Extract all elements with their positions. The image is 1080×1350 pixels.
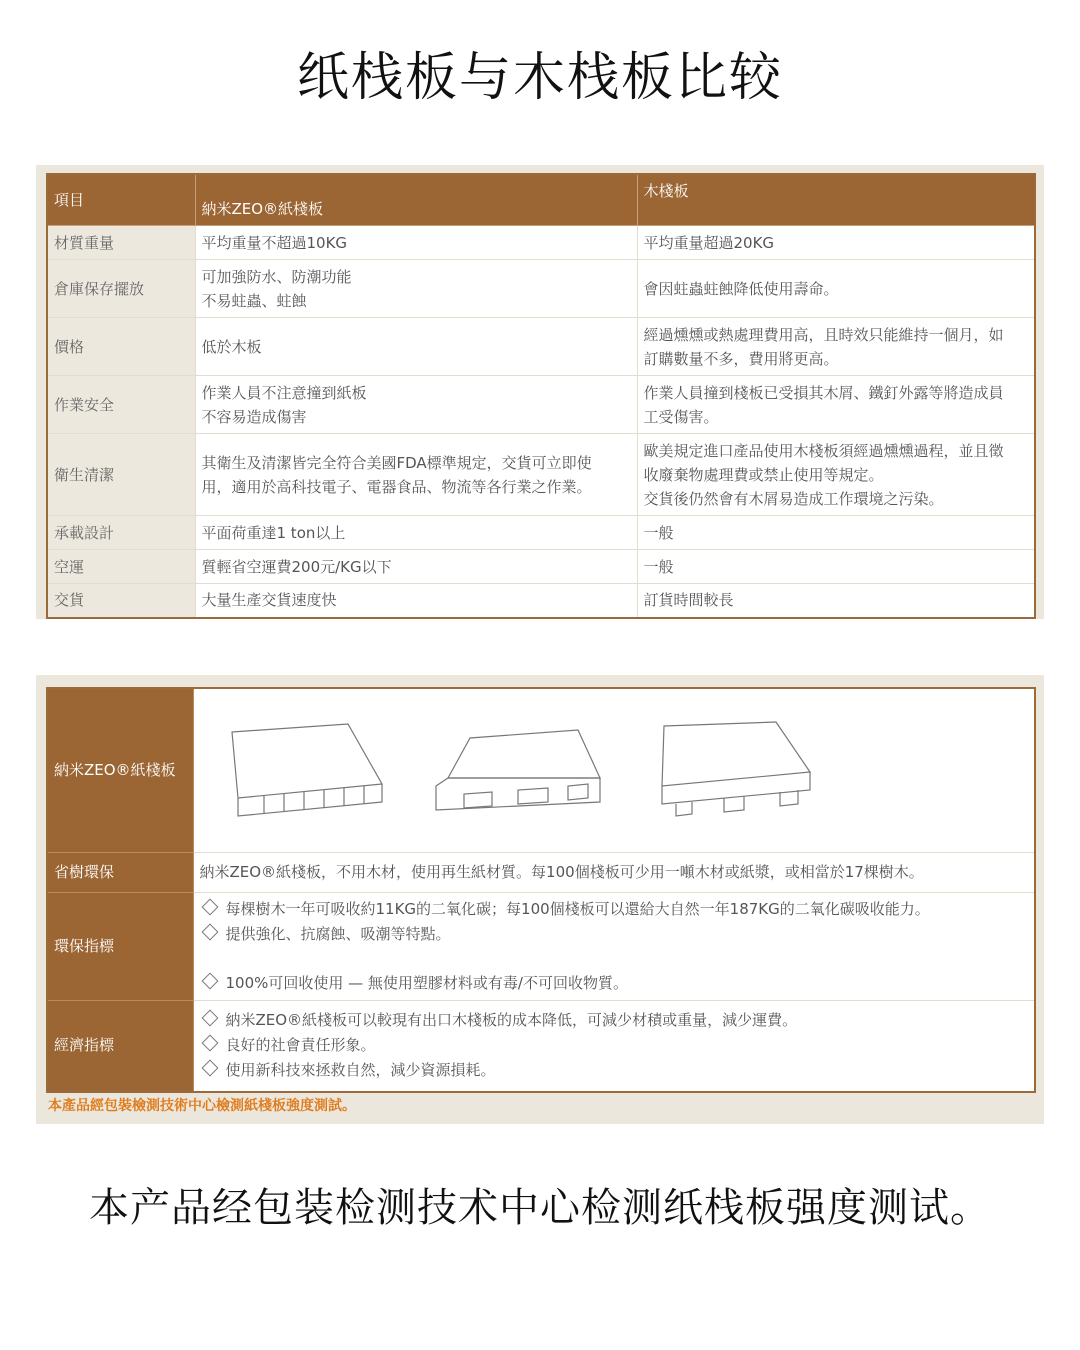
- env-row-content: [193, 892, 1035, 1000]
- row-item-label: 空運: [47, 550, 195, 584]
- env-list-item: [200, 897, 1029, 922]
- wood-pallet-cell-line: 工受傷害。: [643, 407, 719, 426]
- paper-pallet-cell-line: 作業人員不注意撞到紙板: [201, 383, 367, 402]
- table-row: [47, 226, 1035, 260]
- header-paper-pallet: [195, 174, 637, 226]
- wood-pallet-cell-line: 訂購數量不多，費用將更高。: [643, 349, 839, 368]
- wood-pallet-cell: [637, 376, 1035, 434]
- diamond-bullet-icon: [201, 1010, 218, 1027]
- wood-pallet-cell: [637, 550, 1035, 584]
- table-row: [47, 376, 1035, 434]
- paper-pallet-cell-line: 可加強防水、防潮功能: [201, 267, 352, 286]
- wood-pallet-cell-line: 一般: [643, 523, 674, 542]
- paper-pallet-cell: [195, 318, 637, 376]
- comparison-panel: [36, 165, 1044, 619]
- wood-pallet-cell-line: 會因蛀蟲蛀蝕降低使用壽命。: [643, 279, 839, 298]
- env-row: [47, 1000, 1035, 1092]
- diamond-bullet-icon: [201, 1035, 218, 1052]
- wood-pallet-cell-line: 訂貨時間較長: [643, 591, 734, 610]
- pallet-sketch-angled: [428, 720, 608, 820]
- row-item-label: 交貨: [47, 584, 195, 618]
- env-list-text: 納米ZEO®紙棧板，不用木材，使用再生紙材質。每100個棧板可少用一噸木材或紙漿，或相當於17棵樹木。: [199, 862, 924, 881]
- pallet-images: [193, 688, 1035, 852]
- row-item-label: 倉庫保存擺放: [47, 260, 195, 318]
- product-label: 納米ZEO®紙棧板: [47, 688, 193, 852]
- paper-pallet-cell-line: 質輕省空運費200元/KG以下: [201, 557, 392, 576]
- paper-pallet-cell-line: 不易蛀蟲、蛀蝕: [201, 291, 307, 310]
- wood-pallet-cell-line: 歐美規定進口產品使用木棧板須經過燻燻過程，並且徵: [643, 441, 1004, 460]
- paper-pallet-cell-line: 平均重量不超過10KG: [201, 233, 348, 252]
- wood-pallet-cell: [637, 434, 1035, 516]
- wood-pallet-cell-line: 一般: [643, 557, 674, 576]
- row-item-label: 衛生清潔: [47, 434, 195, 516]
- row-item-label: 材質重量: [47, 226, 195, 260]
- row-item-label: 承載設計: [47, 516, 195, 550]
- paper-pallet-cell-line: 用，適用於高科技電子、電器食品、物流等各行業之作業。: [201, 477, 592, 496]
- env-list-item: [200, 922, 1029, 947]
- paper-pallet-cell: [195, 550, 637, 584]
- env-list-text: 良好的社會責任形象。: [225, 1036, 376, 1055]
- env-list-item: [200, 971, 1029, 996]
- paper-pallet-cell-line: 低於木板: [201, 337, 262, 356]
- wood-pallet-cell: [637, 318, 1035, 376]
- page-title: 纸栈板与木栈板比较: [296, 48, 783, 108]
- env-list-text: 提供強化、抗腐蝕、吸潮等特點。: [225, 924, 451, 943]
- table-row: [47, 434, 1035, 516]
- wood-pallet-cell: [637, 584, 1035, 618]
- env-list-text: 每棵樹木一年可吸收約11KG的二氧化碳；每100個棧板可以還給大自然一年187KG的二氧化碳吸收能力。: [225, 899, 930, 918]
- wood-pallet-cell-line: 交貨後仍然會有木屑易造成工作環境之污染。: [643, 489, 944, 508]
- env-row-content: [193, 1000, 1035, 1092]
- paper-pallet-cell: [195, 516, 637, 550]
- env-row-content: [193, 852, 1035, 892]
- diamond-bullet-icon: [201, 972, 218, 989]
- env-row-label: 環保指標: [47, 892, 193, 1000]
- paper-pallet-cell: [195, 584, 637, 618]
- diamond-bullet-icon: [201, 923, 218, 940]
- header-wood-pallet: 木棧板: [637, 174, 1035, 226]
- paper-pallet-cell: [195, 434, 637, 516]
- spacer: [200, 947, 1029, 971]
- pallet-sketch-side: [648, 720, 818, 820]
- env-list-text: 使用新科技來拯救自然，減少資源損耗。: [225, 1061, 496, 1080]
- row-item-label: 價格: [47, 318, 195, 376]
- env-row: [47, 852, 1035, 892]
- env-list-item: [200, 1058, 1029, 1083]
- env-row-label: 經濟指標: [47, 1000, 193, 1092]
- table-header-row: [47, 174, 1035, 226]
- bottom-caption: 本产品经包装检测技术中心检测纸栈板强度测试。: [89, 1185, 991, 1231]
- wood-pallet-cell-line: 平均重量超過20KG: [643, 233, 775, 252]
- wood-pallet-cell: [637, 226, 1035, 260]
- pallet-sketch-flat: [224, 720, 388, 820]
- env-list-text: 納米ZEO®紙棧板可以較現有出口木棧板的成本降低，可減少材積或重量，減少運費。: [225, 1011, 798, 1030]
- table-row: [47, 584, 1035, 618]
- wood-pallet-cell: [637, 260, 1035, 318]
- wood-pallet-cell-line: 收廢棄物處理費或禁止使用等規定。: [643, 465, 884, 484]
- wood-pallet-cell-line: 經過燻燻或熱處理費用高，且時效只能維持一個月，如: [643, 325, 1004, 344]
- table-row: [47, 516, 1035, 550]
- diamond-bullet-icon: [201, 898, 218, 915]
- paper-pallet-cell-line: 大量生產交貨速度快: [201, 591, 337, 610]
- paper-pallet-cell: [195, 376, 637, 434]
- table-row: [47, 318, 1035, 376]
- table-row: [47, 260, 1035, 318]
- paper-pallet-cell: [195, 260, 637, 318]
- paper-pallet-cell: [195, 226, 637, 260]
- environment-table: [46, 687, 1036, 1093]
- row-item-label: 作業安全: [47, 376, 195, 434]
- comparison-table: [46, 173, 1036, 619]
- env-list-item: [200, 1033, 1029, 1058]
- table-row: [47, 550, 1035, 584]
- environment-panel: [36, 675, 1044, 1124]
- paper-pallet-cell-line: 其衛生及清潔皆完全符合美國FDA標準規定，交貨可立即使: [201, 453, 592, 472]
- env-list-item: [200, 1008, 1029, 1033]
- diamond-bullet-icon: [201, 1060, 218, 1077]
- wood-pallet-cell: [637, 516, 1035, 550]
- env-list-text: 100%可回收使用 — 無使用塑膠材料或有毒/不可回收物質。: [225, 973, 628, 992]
- paper-pallet-cell-line: 不容易造成傷害: [201, 407, 307, 426]
- header-paper-pallet-label: 納米ZEO®紙棧板: [201, 200, 324, 218]
- header-item: 項目: [47, 174, 195, 226]
- test-note: 本產品經包裝檢測技術中心檢測紙棧板強度測試。: [48, 1098, 356, 1114]
- paper-pallet-cell-line: 平面荷重達1 ton以上: [201, 523, 346, 542]
- product-image-row: [47, 688, 1035, 852]
- env-row-label: 省樹環保: [47, 852, 193, 892]
- wood-pallet-cell-line: 作業人員撞到棧板已受損其木屑、鐵釘外露等將造成員: [643, 383, 1004, 402]
- env-list-item: [200, 860, 1029, 885]
- env-row: [47, 892, 1035, 1000]
